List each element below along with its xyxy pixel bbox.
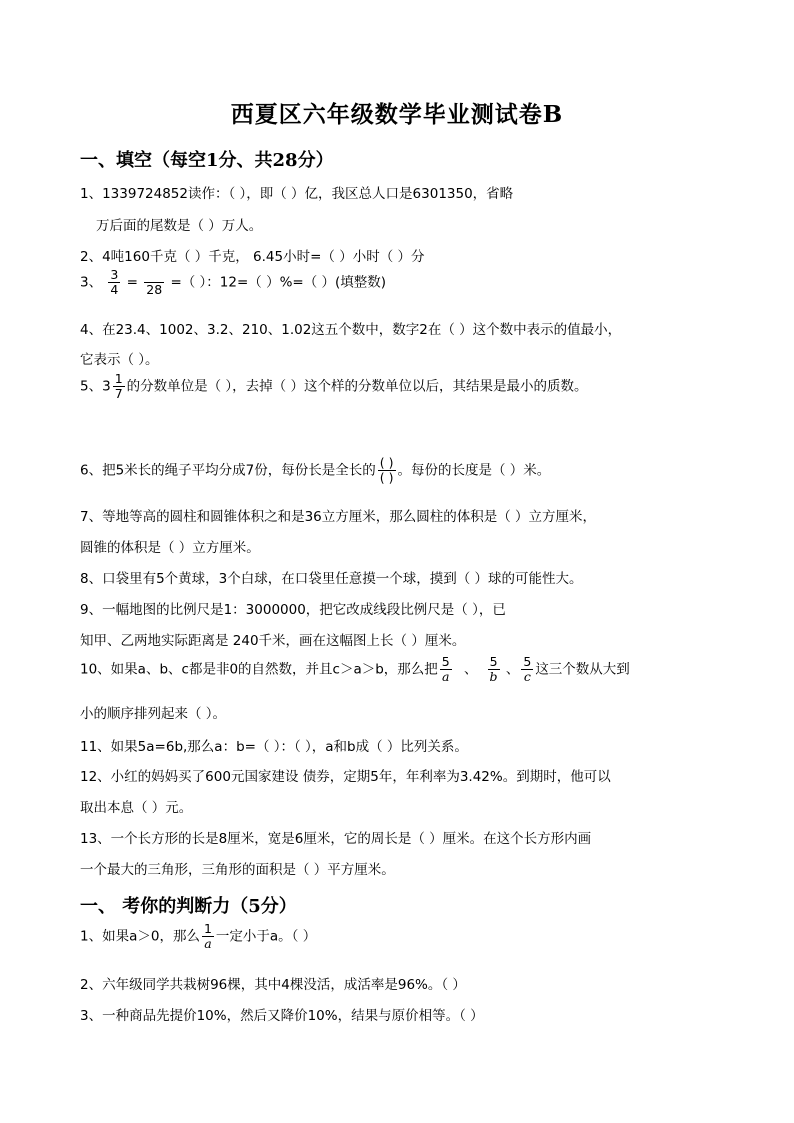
denominator: 7 [114,386,123,401]
separator: 、 [464,661,478,678]
question-13-line-1: 13、一个长方形的长是8厘米，宽是6厘米，它的周长是（ ）厘米。在这个长方形内画 [80,831,592,847]
question-1-line-2: 万后面的尾数是（ ）万人。 [96,218,263,234]
numerator: 5 [441,654,450,669]
question-2: 2、4吨160千克（ ）千克， 6.45小时=（ ）小时（ ）分 [80,249,425,265]
question-11: 11、如果5a=6b,那么a：b=（ ）：（ ），a和b成（ ）比列关系。 [80,739,468,755]
numerator: 5 [523,654,532,669]
question-13-line-2: 一个最大的三角形，三角形的面积是（ ）平方厘米。 [80,862,395,878]
section-heading-fill-in: 一、填空（每空1分、共28分） [80,150,334,171]
question-6-prefix: 6、把5米长的绳子平均分成7份，每份长是全长的 [80,462,376,479]
question-9-line-1: 9、一幅地图的比例尺是1：3000000，把它改成线段比例尺是（ ），已 [80,602,506,618]
numerator-blank [144,268,164,283]
denominator: b [489,669,498,684]
fraction-3-4 [108,268,120,297]
numerator: 1 [114,371,123,386]
judgment-1-rest: 一定小于a。（ ） [215,928,317,945]
denominator: ( ) [379,470,394,485]
equals-sign: = [126,274,138,291]
question-5 [80,372,587,401]
page-title: 西夏区六年级数学毕业测试卷B [230,101,564,128]
question-6 [80,456,550,485]
denominator: 28 [146,282,163,297]
question-4-line-2: 它表示（ ）。 [80,352,159,368]
fraction-1-7 [113,372,125,401]
denominator: a [442,669,450,684]
question-5-prefix: 5、3 [80,378,111,395]
fraction-5-b [488,655,500,684]
numerator: 1 [203,921,212,936]
denominator: 4 [110,282,119,297]
question-6-rest: 。每份的长度是（ ）米。 [397,462,551,479]
question-1-line-1: 1、1339724852读作：（ ），即（ ）亿，我区总人口是6301350，省略 [80,186,514,202]
question-10-line-1 [80,655,630,684]
question-7-line-2: 圆锥的体积是（ ）立方厘米。 [80,540,260,556]
question-5-rest: 的分数单位是（ ），去掉（ ）这个样的分数单位以后，其结果是最小的质数。 [126,378,588,395]
question-10-prefix: 10、如果a、b、c都是非0的自然数，并且c＞a＞b，那么把 [80,661,438,678]
judgment-2: 2、六年级同学共栽树96棵，其中4棵没活，成活率是96%。（ ） [80,977,466,993]
fraction-5-a [440,655,452,684]
question-3-prefix: 3、 [80,274,103,291]
judgment-1-prefix: 1、如果a＞0，那么 [80,928,200,945]
question-3-rest: =（ ）：12=（ ）%=（ ）(填整数) [170,274,387,291]
question-10-line-2: 小的顺序排列起来（ ）。 [80,706,227,722]
numerator: 5 [488,655,500,670]
fraction-1-a [202,922,214,951]
fraction-5-c [521,655,533,684]
fraction-blank-28 [144,268,164,297]
fraction-blank [378,456,396,485]
question-12-line-2: 取出本息（ ）元。 [80,800,193,816]
denominator: a [204,936,212,951]
question-9-line-2: 知甲、乙两地实际距离是 240千米，画在这幅图上长（ ）厘米。 [80,633,466,649]
numerator: ( ) [379,455,394,470]
question-4-line-1: 4、在23.4、1002、3.2、210、1.02这五个数中，数字2在（ ）这个数中表示的值最小， [80,322,622,338]
question-3 [80,268,386,297]
separator: 、 [505,661,520,678]
question-7-line-1: 7、等地等高的圆柱和圆锥体积之和是36立方厘米，那么圆柱的体积是（ ）立方厘米， [80,509,597,525]
denominator: c [523,669,531,684]
numerator: 3 [110,267,119,282]
question-12-line-1: 12、小红的妈妈买了600元国家建设 债券，定期5年，年利率为3.42%。到期时，他可以 [80,769,611,785]
judgment-1 [80,922,316,951]
judgment-3: 3、一种商品先提价10%，然后又降价10%，结果与原价相等。（ ） [80,1008,484,1024]
question-8: 8、口袋里有5个黄球，3个白球，在口袋里任意摸一个球，摸到（ ）球的可能性大。 [80,571,583,587]
section-heading-judgment: 一、 考你的判断力（5分） [80,896,297,917]
question-10-rest: 这三个数从大到 [535,661,630,678]
